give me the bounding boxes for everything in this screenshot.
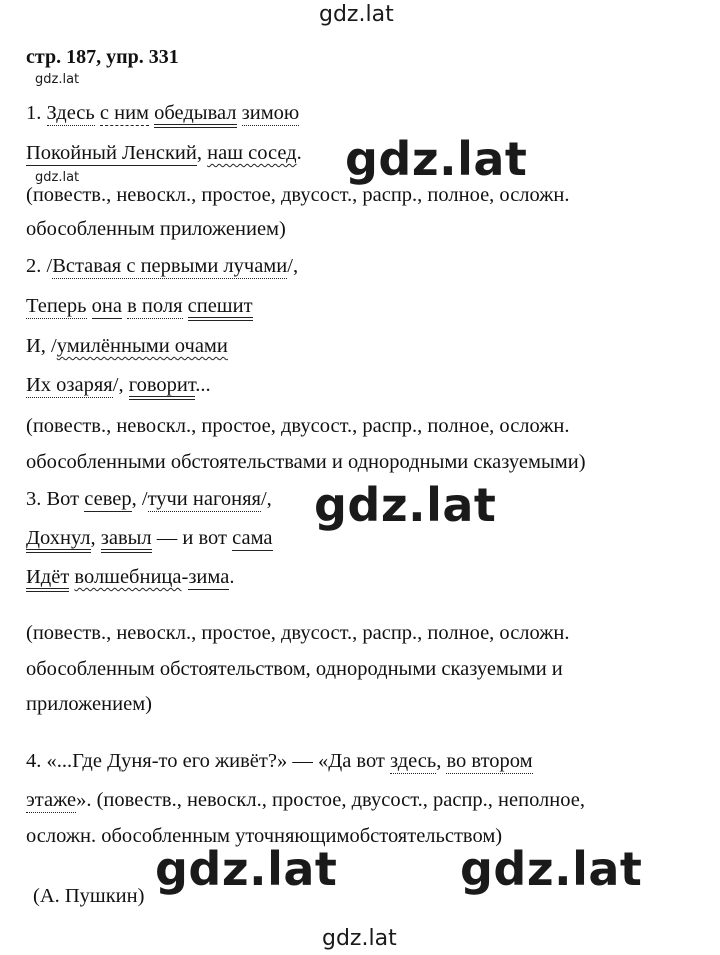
participial-adverbial-3: тучи нагоняя [147, 488, 261, 510]
exercise-heading: стр. 187, упр. 331 [26, 46, 179, 68]
predicate-idyot: Идёт [26, 566, 69, 592]
space [183, 295, 188, 317]
text: ». (повеств., невоскл., простое, двусост., распр., неполное, [76, 789, 585, 811]
watermark-big-4: gdz.lat [460, 842, 643, 896]
s3-line-2 [26, 528, 273, 549]
adverbial-teper: Теперь [26, 295, 87, 317]
participial-adverbial-2a: умилёнными очами [56, 335, 228, 357]
adverbial-zdes: Здесь [46, 102, 95, 124]
s3-line-3 [26, 567, 234, 588]
subject-sever: север [84, 488, 132, 510]
space [87, 295, 92, 317]
subject-lensky: Покойный Ленский [26, 142, 197, 164]
s2-line-4 [26, 375, 211, 396]
appositive-nash-sosed: наш сосед [207, 142, 297, 164]
punct: , [90, 527, 101, 549]
watermark-tiny-2: gdz.lat [35, 170, 80, 185]
s1-line-2 [26, 143, 302, 164]
watermark-top: gdz.lat [319, 2, 394, 27]
s1-num: 1. [26, 102, 47, 124]
subject-zima: зима [188, 566, 230, 588]
watermark-big-3: gdz.lat [155, 842, 338, 896]
adverbial-etazhe: этаже [26, 789, 77, 811]
predicate-obedyval: обедывал [154, 102, 236, 128]
predicate-dokhnul: Дохнул [26, 527, 91, 553]
author: (А. Пушкин) [33, 885, 145, 907]
conj: И, / [26, 335, 57, 357]
watermark-tiny-1: gdz.lat [35, 72, 80, 87]
object-s-nim: с ним [99, 102, 150, 124]
s2-num: 2. / [26, 255, 53, 277]
s4-line-3: осложн. обособленным уточняющимобстоятельством) [26, 825, 503, 847]
watermark-bottom: gdz.lat [322, 926, 397, 951]
punct: , / [131, 488, 148, 510]
predicate-zavyl: завыл [101, 527, 152, 553]
predicate-speshit: спешит [188, 295, 253, 321]
s1-note-2: обособленным приложением) [26, 218, 286, 240]
punct: , [196, 142, 208, 164]
appositive-volshebnitsa: волшебница [74, 566, 182, 588]
particle-sama: сама [232, 527, 273, 549]
punct: - [181, 566, 189, 588]
punct: ... [195, 374, 211, 396]
s1-note-1: (повеств., невоскл., простое, двусост., распр., полное, осложн. [26, 184, 570, 206]
s2-line-1 [26, 256, 298, 277]
adverbial-zimoyu: зимою [241, 102, 300, 124]
participial-adverbial-2b: Их озаряя [26, 374, 113, 396]
s3-note-1: (повеств., невоскл., простое, двусост., распр., полное, осложн. [26, 622, 570, 644]
s3-num: 3. Вот [26, 488, 85, 510]
punct: , [436, 750, 447, 772]
adverbial-v-polya: в поля [127, 295, 183, 317]
s3-note-3: приложением) [26, 693, 152, 715]
watermark-big-2: gdz.lat [314, 478, 497, 532]
watermark-big-1: gdz.lat [345, 132, 528, 186]
s1-line-1 [26, 103, 299, 124]
subject-ona: она [91, 295, 122, 317]
s2-note-1: (повеств., невоскл., простое, двусост., распр., полное, осложн. [26, 415, 570, 437]
punct: /, [112, 374, 129, 396]
text: — и вот [151, 527, 233, 549]
participial-adverbial-1: Вставая с первыми лучами [52, 255, 288, 277]
adverbial-zdes-2: здесь [390, 750, 437, 772]
punct: /, [260, 488, 272, 510]
predicate-govorit: говорит [129, 374, 196, 400]
s4-line-2 [26, 790, 585, 811]
s3-note-2: обособленным обстоятельством, однородными сказуемыми и [26, 658, 563, 680]
punct: . [296, 142, 302, 164]
adverbial-vo-vtorom: во втором [446, 750, 533, 772]
punct: . [229, 566, 235, 588]
s4-line-1 [26, 751, 533, 772]
s2-line-3 [26, 336, 228, 357]
s3-line-1 [26, 489, 272, 510]
punct: /, [287, 255, 299, 277]
space [237, 102, 242, 124]
s2-line-2 [26, 296, 253, 317]
text: 4. «...Где Дуня-то его живёт?» — «Да вот [26, 750, 391, 772]
s2-note-2: обособленными обстоятельствами и однородными сказуемыми) [26, 451, 586, 473]
